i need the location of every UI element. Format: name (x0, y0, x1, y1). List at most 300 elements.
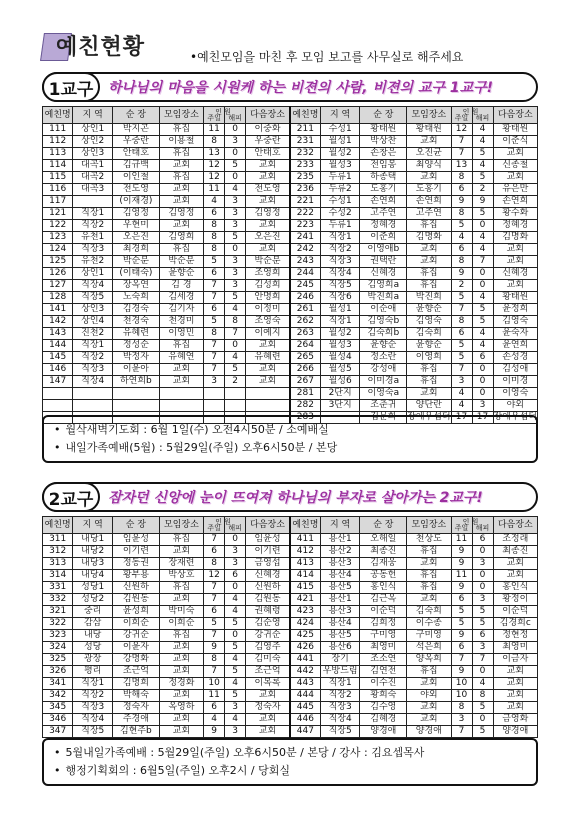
table-cell: 이윤자 (113, 642, 160, 654)
table-cell: 김순영 (246, 618, 290, 630)
table-cell: 교회 (407, 714, 451, 726)
table-cell: 3 (472, 594, 493, 606)
table-cell: 이순덕 (493, 606, 537, 618)
table-cell: 조영숙 (246, 316, 290, 328)
table-cell: 8 (225, 316, 246, 328)
table-cell: 김명화 (407, 232, 451, 244)
table-cell: 242 (290, 244, 320, 256)
column-header: 순 장 (113, 107, 160, 124)
table-cell: 7 (204, 666, 225, 678)
table-cell: 이희순 (159, 618, 203, 630)
table-cell: 손창은 (360, 148, 407, 160)
column-header: 모임장소 (159, 517, 203, 534)
table-cell: 이준희 (360, 232, 407, 244)
table-cell: 손연희 (407, 196, 451, 208)
table-cell: 두류1 (320, 220, 360, 232)
table-cell: 342 (43, 690, 73, 702)
table-cell: 412 (290, 546, 320, 558)
table-cell: 김숙희b (360, 328, 407, 340)
column-header: 지 역 (73, 107, 113, 124)
table-cell: (이재경) (113, 196, 160, 208)
table-cell: 이예지 (246, 328, 290, 340)
section1-header (42, 72, 538, 102)
table-cell: 교회 (246, 172, 290, 184)
table-cell (73, 196, 113, 208)
table-row (43, 606, 538, 618)
table-cell: 대곡1 (73, 160, 113, 172)
table-cell: 옥영하 (159, 702, 203, 714)
table-cell: 이중화 (246, 124, 290, 136)
table-cell: 양경애 (407, 726, 451, 738)
table-cell: 4 (225, 184, 246, 196)
table-cell: 0 (225, 148, 246, 160)
table-row (43, 352, 538, 364)
table-cell: 0 (472, 268, 493, 280)
table-cell: 266 (290, 364, 320, 376)
table-cell: 교회 (407, 136, 451, 148)
table-cell (113, 388, 160, 400)
table-cell: 5 (472, 618, 493, 630)
table-cell (159, 400, 203, 412)
table-cell: 내당 (73, 630, 113, 642)
table-cell: 교회 (159, 184, 203, 196)
table-cell: 김경희c (493, 618, 537, 630)
table-cell: 휴집 (407, 220, 451, 232)
table-cell: 감삼 (73, 618, 113, 630)
table-cell: 444 (290, 690, 320, 702)
table-cell: 안태호 (246, 148, 290, 160)
table-cell: 천경미 (159, 316, 203, 328)
table-cell: 9 (451, 582, 472, 594)
column-label: 해피 (475, 114, 490, 122)
table-cell: 김혜경 (360, 714, 407, 726)
table-cell: 장애우섬터 (407, 412, 451, 422)
table-cell: 유천1 (73, 232, 113, 244)
table-cell: 직장2 (73, 690, 113, 702)
table-cell: 8 (204, 220, 225, 232)
table-cell: 413 (290, 558, 320, 570)
table-cell: 262 (290, 316, 320, 328)
table-cell: 0 (472, 280, 493, 292)
table-cell: 휴집 (407, 376, 451, 388)
table-cell: 2 (472, 184, 493, 196)
table-cell: 교회 (159, 654, 203, 666)
table-cell: 5 (451, 292, 472, 304)
table-cell: 교회 (493, 558, 537, 570)
table-cell: 이영희 (407, 352, 451, 364)
table-cell (113, 400, 160, 412)
table-cell: 김근옥 (360, 594, 407, 606)
table-cell: 고주연 (407, 208, 451, 220)
table-cell: 이기련 (246, 546, 290, 558)
table-cell: 직장1 (73, 678, 113, 690)
column-header: 순 장 (113, 517, 160, 534)
table-cell: 3 (225, 220, 246, 232)
table-cell: 안태호 (113, 148, 160, 160)
table-cell: 6 (451, 642, 472, 654)
table-cell: 김미숙 (246, 654, 290, 666)
table-cell: 4 (225, 678, 246, 690)
table-cell: 교회 (493, 690, 537, 702)
table-cell: 323 (43, 630, 73, 642)
table-cell: 용산4 (320, 570, 360, 582)
table-cell: 양경애 (360, 726, 407, 738)
table-cell: 내당2 (73, 546, 113, 558)
table-cell: 314 (43, 570, 73, 582)
table-cell: 12 (204, 160, 225, 172)
section1-number: 1교구 (42, 72, 100, 102)
table-cell: 윤성희 (113, 606, 160, 618)
table-cell: 4 (225, 304, 246, 316)
table-cell: 김세경 (159, 292, 203, 304)
table-cell: 이준식 (493, 136, 537, 148)
table-row (43, 364, 538, 376)
table-cell: 10 (204, 678, 225, 690)
table-cell (73, 388, 113, 400)
table-cell: 223 (290, 220, 320, 232)
table-row (43, 160, 538, 172)
table-cell: 114 (43, 160, 73, 172)
table-cell: 5 (204, 618, 225, 630)
table-cell: 8 (204, 654, 225, 666)
table-cell: 월성1 (320, 304, 360, 316)
table-cell: 윤향순 (159, 268, 203, 280)
table-cell: 박순분 (246, 256, 290, 268)
table-cell: 5 (472, 172, 493, 184)
table-cell: 전도영 (113, 184, 160, 196)
table-row (43, 244, 538, 256)
table-cell: 5 (204, 316, 225, 328)
table-cell: 이금자 (493, 654, 537, 666)
table-row (43, 124, 538, 136)
table-cell: 5 (225, 232, 246, 244)
table-cell: 우현미 (113, 220, 160, 232)
attendance-label: 인 원 (215, 518, 231, 526)
column-header (204, 517, 231, 534)
table-cell: 0 (472, 364, 493, 376)
table-cell: 8 (451, 208, 472, 220)
table-cell: 5 (225, 160, 246, 172)
table-cell: 6 (204, 702, 225, 714)
table-cell: 강성애 (360, 364, 407, 376)
table-cell: 125 (43, 256, 73, 268)
table-cell: 446 (290, 714, 320, 726)
table-cell: 2 (225, 376, 246, 388)
table-cell: 교회 (159, 594, 203, 606)
table-cell: 휴집 (407, 582, 451, 594)
note-text: 5월내일가족예배 : 5월29일(주일) 오후6시50분 / 본당 / 강사 : 김요셉목사 (65, 746, 425, 759)
table-row (43, 726, 538, 738)
table-cell: 휴집 (159, 124, 203, 136)
table-cell: 직장5 (73, 726, 113, 738)
table-cell: 휴집 (407, 546, 451, 558)
table-cell: 정숙자 (246, 702, 290, 714)
table-cell: 9 (451, 196, 472, 208)
table-cell: 교회 (407, 678, 451, 690)
column-header (451, 107, 479, 124)
table-cell: 244 (290, 268, 320, 280)
table-cell: 426 (290, 642, 320, 654)
column-label: 해피 (228, 524, 242, 532)
table-cell: 8 (451, 702, 472, 714)
table-cell: 홍인식 (360, 582, 407, 594)
table-cell: 교회 (246, 726, 290, 738)
table-row (43, 654, 538, 666)
table-row (43, 184, 538, 196)
table-cell (159, 388, 203, 400)
table-cell: 우중란 (113, 136, 160, 148)
table-cell: 수성2 (320, 208, 360, 220)
table-cell: 휴집 (159, 148, 203, 160)
table-cell: 425 (290, 630, 320, 642)
table-cell: 직장6 (320, 292, 360, 304)
table-cell: 하연희b (113, 376, 160, 388)
table-cell: 8 (204, 136, 225, 148)
table-cell: 임윤성 (246, 534, 290, 546)
table-cell: 246 (290, 292, 320, 304)
table-cell: 4 (225, 606, 246, 618)
table-cell: 황수화 (493, 208, 537, 220)
table-cell: 6 (451, 594, 472, 606)
table-cell: 141 (43, 304, 73, 316)
table-cell: 3 (225, 256, 246, 268)
table-cell: 7 (451, 726, 472, 738)
table-cell: 0 (472, 376, 493, 388)
table-cell: 교회 (159, 666, 203, 678)
table-cell: 4 (472, 292, 493, 304)
table-cell: 7 (204, 534, 225, 546)
table-cell: 5 (451, 340, 472, 352)
table-cell: 권혜령 (246, 606, 290, 618)
table-cell: 성당 (73, 642, 113, 654)
bullet-icon: • (54, 764, 61, 777)
table-cell: 8 (204, 244, 225, 256)
table-cell: 이미경a (360, 376, 407, 388)
table-cell: 수성1 (320, 124, 360, 136)
table-cell: 4 (472, 232, 493, 244)
table-cell: 조근억 (113, 666, 160, 678)
table-cell: 도홍기 (407, 184, 451, 196)
table-cell: 9 (204, 642, 225, 654)
table-cell: 황태원 (493, 292, 537, 304)
table-cell: 박상호 (159, 570, 203, 582)
table-cell: 대곡3 (73, 184, 113, 196)
table-cell: 4 (451, 388, 472, 400)
column-header: 다음장소 (493, 107, 537, 124)
table-cell: 교회 (159, 726, 203, 738)
table-cell: 직장3 (320, 702, 360, 714)
table-cell: 13 (451, 160, 472, 172)
table-cell: 교회 (493, 148, 537, 160)
table-row (43, 388, 538, 400)
table-cell (225, 388, 246, 400)
table-cell (225, 400, 246, 412)
table-cell: 281 (290, 388, 320, 400)
table-cell: 교회 (246, 244, 290, 256)
table-row (43, 678, 538, 690)
table-cell: 143 (43, 328, 73, 340)
column-label: 주일 (454, 114, 469, 122)
table-cell: 홍인식 (493, 582, 537, 594)
table-cell: 5 (451, 618, 472, 630)
table-row (43, 594, 538, 606)
table-cell: 5 (472, 606, 493, 618)
table-cell: 정경화 (159, 678, 203, 690)
table-cell: 교회 (246, 160, 290, 172)
table-cell: 341 (43, 678, 73, 690)
table-cell: 322 (43, 618, 73, 630)
table-cell: 용산5 (320, 630, 360, 642)
table-cell: 8 (472, 690, 493, 702)
table-cell: 구미영 (360, 630, 407, 642)
table-cell: 8 (451, 316, 472, 328)
table-cell (204, 400, 225, 412)
table-cell: 월성4 (320, 352, 360, 364)
table-cell: 최종진 (360, 546, 407, 558)
column-header: 순 장 (360, 517, 407, 534)
table-cell: 야외 (493, 400, 537, 412)
table-cell: 5 (225, 642, 246, 654)
table-row (43, 666, 538, 678)
table-cell: 9 (451, 666, 472, 678)
table-cell: 용산6 (320, 642, 360, 654)
table-cell: 4 (451, 400, 472, 412)
table-cell: 오은진 (246, 232, 290, 244)
table-row (43, 232, 538, 244)
table-cell: 성당1 (73, 582, 113, 594)
table-cell: 장애우섬터 (493, 412, 537, 422)
table-cell: 교회 (407, 702, 451, 714)
table-cell: 7 (204, 364, 225, 376)
table-cell: 정동권 (113, 558, 160, 570)
table-row (43, 690, 538, 702)
table-cell: 노숙희 (113, 292, 160, 304)
table-cell: 직장2 (320, 690, 360, 702)
table-cell: 휴집 (159, 244, 203, 256)
table-row (43, 534, 538, 546)
table-cell: 311 (43, 534, 73, 546)
table-cell: 두류2 (320, 184, 360, 196)
table-cell: 교회 (246, 376, 290, 388)
table-cell: 126 (43, 268, 73, 280)
table-cell: 6 (225, 570, 246, 582)
table-cell: 3 (225, 546, 246, 558)
table-cell: 7 (451, 654, 472, 666)
table-cell: 신혜경 (246, 570, 290, 582)
table-cell: 김 경 (159, 280, 203, 292)
table-cell: 고주연 (360, 208, 407, 220)
table-cell: 231 (290, 136, 320, 148)
table-cell: 4 (225, 594, 246, 606)
table-cell: 3 (225, 136, 246, 148)
table-cell: 우중란 (246, 136, 290, 148)
table-cell: 김성애 (493, 364, 537, 376)
column-header: 지 역 (320, 107, 360, 124)
table-cell: 직장4 (320, 714, 360, 726)
table-cell: 2 (451, 280, 472, 292)
table-cell: 김숙희 (407, 328, 451, 340)
table-cell: 박진희 (407, 292, 451, 304)
table-cell: 상인2 (73, 136, 113, 148)
table-cell: 교회 (493, 570, 537, 582)
table-cell: 직장5 (73, 292, 113, 304)
table-cell: 4 (225, 714, 246, 726)
table-cell: 하종택 (360, 172, 407, 184)
table-cell: 이희순 (113, 618, 160, 630)
table-cell: (이태숙) (113, 268, 160, 280)
table-row (43, 714, 538, 726)
column-header: 예친명 (290, 107, 320, 124)
table-cell: 월성3 (320, 340, 360, 352)
table-cell: 직장5 (320, 280, 360, 292)
table-row (43, 280, 538, 292)
note-text: 행정기획회의 : 6월5일(주일) 오후2시 / 당회실 (65, 764, 290, 777)
table-cell: 직장2 (73, 220, 113, 232)
table-cell: 용산2 (320, 546, 360, 558)
table-row (43, 148, 538, 160)
table-cell: 박미숙 (159, 606, 203, 618)
table-cell: 직장1 (320, 232, 360, 244)
table-cell: 2단지 (320, 388, 360, 400)
bullet-icon: • (54, 441, 61, 454)
section2-number: 2교구 (42, 482, 100, 512)
table-cell: 6 (451, 328, 472, 340)
table-cell: 오진균 (407, 148, 451, 160)
table-cell: 교회 (159, 642, 203, 654)
table-cell: 황부용 (113, 570, 160, 582)
table-cell: 유혜련 (246, 352, 290, 364)
table-cell: 5 (472, 316, 493, 328)
table-cell: 0 (472, 582, 493, 594)
table-cell: 5 (451, 606, 472, 618)
table-cell: 김원동 (113, 594, 160, 606)
table-cell: 415 (290, 582, 320, 594)
table-cell: 7 (204, 594, 225, 606)
table-cell: 142 (43, 316, 73, 328)
table-cell: 평리 (73, 666, 113, 678)
table-cell: 상인1 (73, 124, 113, 136)
table-cell: 이복록 (246, 678, 290, 690)
table-cell: 7 (204, 630, 225, 642)
table-cell: 임윤성 (113, 534, 160, 546)
table-cell: 천경숙 (113, 316, 160, 328)
table-cell: 야외 (407, 690, 451, 702)
table-cell: 교회 (493, 244, 537, 256)
table-cell: 진천2 (73, 328, 113, 340)
table-cell: 3 (451, 376, 472, 388)
table-cell: 양경애 (493, 726, 537, 738)
table-cell: 6 (472, 630, 493, 642)
table-cell: 144 (43, 340, 73, 352)
table-cell: 우방드림 (320, 666, 360, 678)
table-cell: 장옥연 (113, 280, 160, 292)
table-cell: 직장1 (320, 678, 360, 690)
table-cell: 김연전 (360, 666, 407, 678)
table-cell: 김재웅 (360, 558, 407, 570)
attendance-label: 인 원 (215, 108, 231, 116)
table-cell: 김성희 (246, 280, 290, 292)
table-row (43, 196, 538, 208)
table-cell: 조춘귀 (360, 400, 407, 412)
column-header: 다음장소 (246, 107, 290, 124)
section1-notes (42, 415, 538, 463)
table-cell: 324 (43, 642, 73, 654)
table-cell: 345 (43, 702, 73, 714)
table-cell: 313 (43, 558, 73, 570)
table-cell: 5 (204, 256, 225, 268)
table-cell: 5 (451, 220, 472, 232)
table-cell: 유은만 (493, 184, 537, 196)
